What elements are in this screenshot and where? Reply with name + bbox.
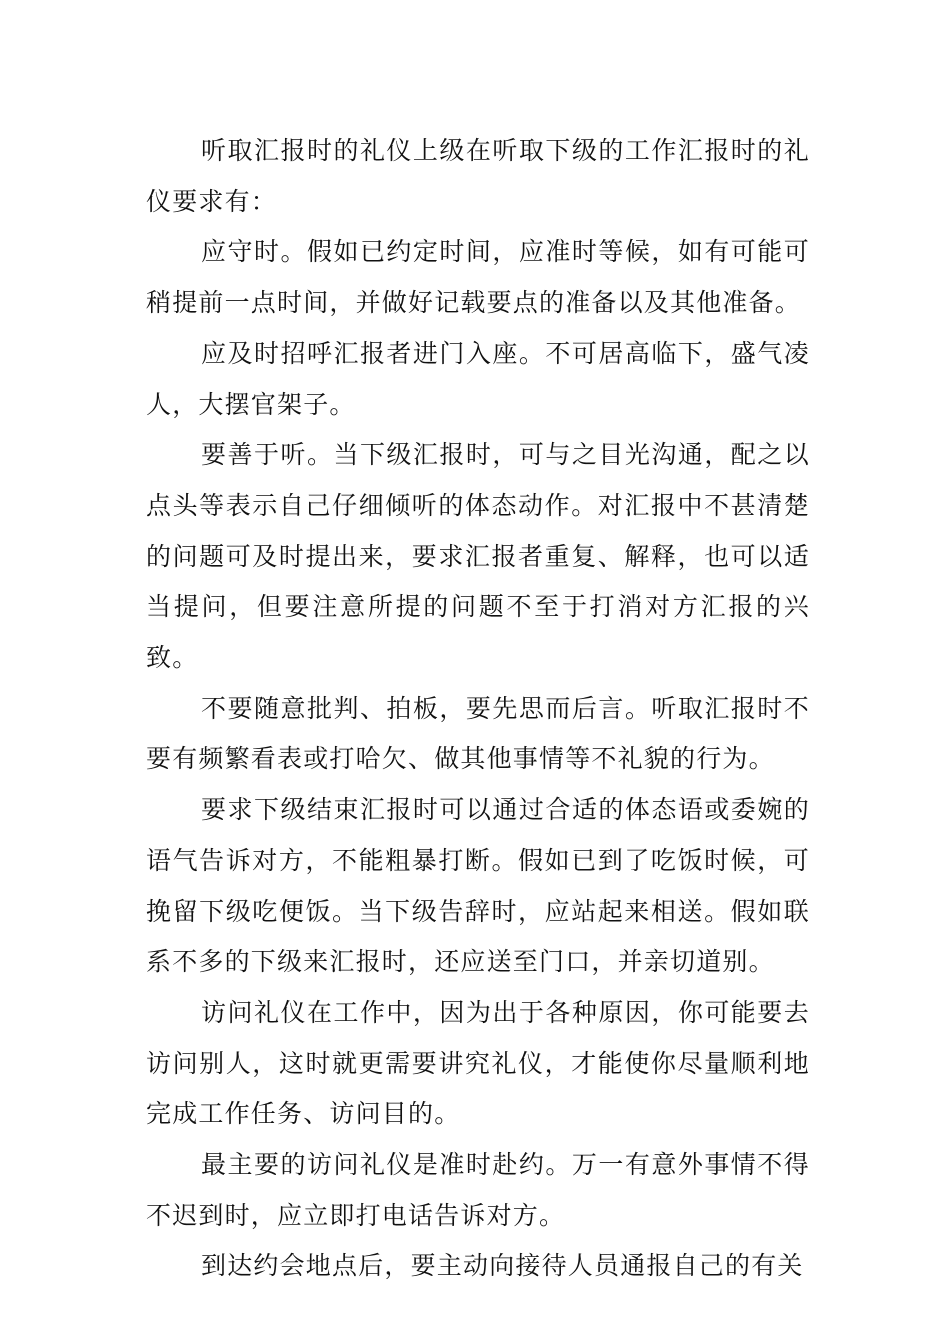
paragraph: 到达约会地点后，要主动向接待人员通报自己的有关 <box>201 1251 804 1281</box>
paragraph: 要善于听。当下级汇报时，可与之目光沟通，配之以点头等表示自己仔细倾听的体态动作。对汇报中不甚清楚的问题可及时提出来，要求汇报者重复、解释，也可以适当提问，但要注意所提的问题不至于打消对方汇报的兴致。 <box>146 440 810 673</box>
paragraph: 听取汇报时的礼仪上级在听取下级的工作汇报时的礼仪要求有： <box>146 136 810 216</box>
paragraph: 要求下级结束汇报时可以通过合适的体态语或委婉的语气告诉对方，不能粗暴打断。假如已到了吃饭时候，可挽留下级吃便饭。当下级告辞时，应站起来相送。假如联系不多的下级来汇报时，还应送至门口，并亲切道别。 <box>146 795 810 977</box>
paragraph: 最主要的访问礼仪是准时赴约。万一有意外事情不得不迟到时，应立即打电话告诉对方。 <box>146 1150 810 1230</box>
paragraph: 应及时招呼汇报者进门入座。不可居高临下，盛气凌人，大摆官架子。 <box>146 338 810 419</box>
document-body <box>146 126 810 1292</box>
paragraph: 不要随意批判、拍板，要先思而后言。听取汇报时不要有频繁看表或打哈欠、做其他事情等不礼貌的行为。 <box>146 693 810 774</box>
paragraph: 应守时。假如已约定时间，应准时等候，如有可能可稍提前一点时间，并做好记载要点的准备以及其他准备。 <box>146 237 810 318</box>
paragraph: 访问礼仪在工作中，因为出于各种原因，你可能要去访问别人，这时就更需要讲究礼仪，才能使你尽量顺利地完成工作任务、访问目的。 <box>146 997 810 1129</box>
